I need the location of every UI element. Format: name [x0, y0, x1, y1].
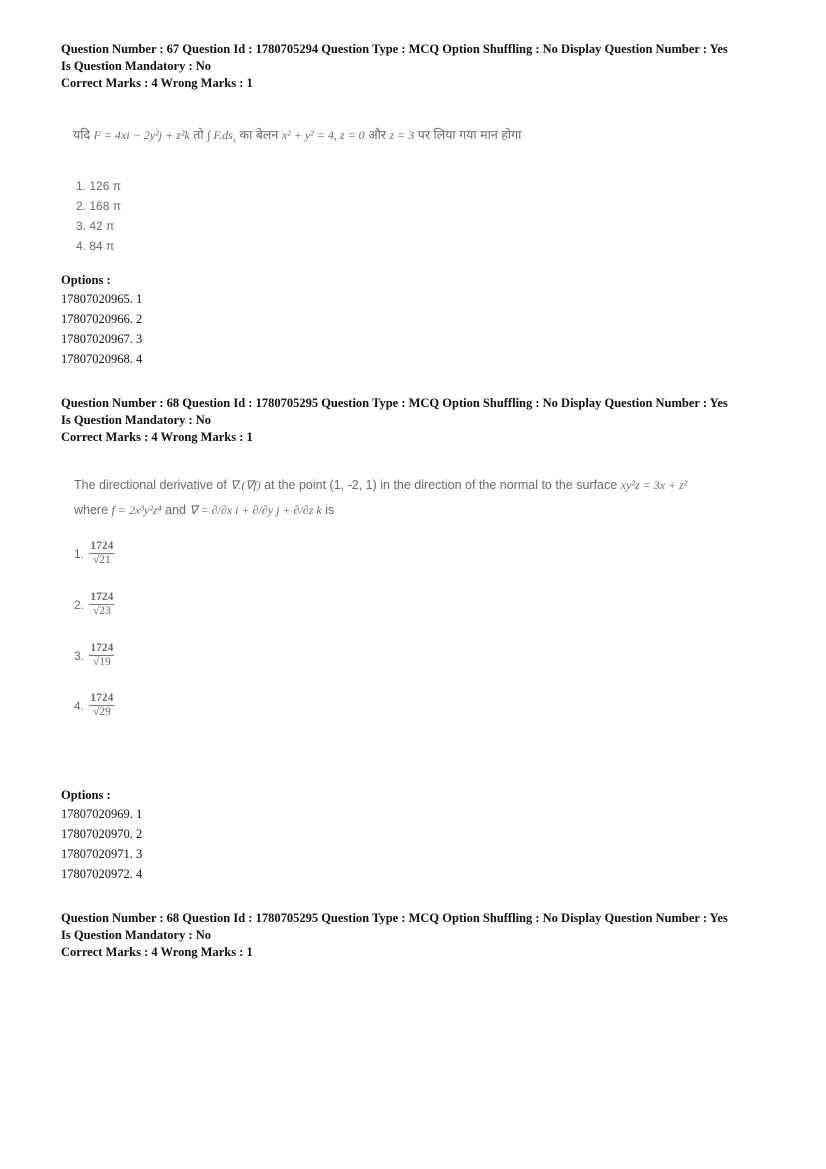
options-label: Options :: [61, 788, 111, 802]
question-69-header: [61, 910, 781, 961]
option-row: 17807020971. 3: [61, 847, 143, 861]
choice-3: 3. 42 π: [76, 219, 115, 234]
question-67-choices: [76, 176, 693, 256]
question-68-text-line2: where f = 2x³y²z⁴ and ∇ = ∂/∂x i + ∂/∂y j + ∂/∂z k is: [74, 503, 335, 517]
question-67-mandatory: Is Question Mandatory : No: [61, 59, 212, 73]
options-label: Options :: [61, 273, 111, 287]
question-68-text-line1: The directional derivative of ∇.(∇f) at the point (1, -2, 1) in the direction of the normal to the surface xy²z = 3x + z²: [74, 478, 688, 492]
question-68-meta-line1: Question Number : 68 Question Id : 1780705295 Question Type : MCQ Option Shuffling : No Display Question Number : Yes: [61, 396, 728, 410]
question-67-marks: Correct Marks : 4 Wrong Marks : 1: [61, 76, 253, 90]
fraction: $\frac{1724}{√19}$: [90, 642, 114, 668]
choice-2: 2. 168 π: [76, 199, 121, 214]
option-row: 17807020972. 4: [61, 867, 143, 881]
option-row: 17807020968. 4: [61, 352, 143, 366]
fraction: $\frac{1724}{√23}$: [90, 591, 114, 617]
question-68-mandatory: Is Question Mandatory : No: [61, 413, 212, 427]
question-68-header: [61, 395, 781, 446]
question-67-options: [61, 272, 781, 369]
choice-4: 4. $\frac{1724}{√29}$: [74, 692, 114, 718]
question-67-meta-line1: Question Number : 67 Question Id : 1780705294 Question Type : MCQ Option Shuffling : No Display Question Number : Yes: [61, 42, 728, 56]
question-68-image: [74, 476, 774, 736]
option-row: 17807020965. 1: [61, 292, 143, 306]
question-69-mandatory: Is Question Mandatory : No: [61, 928, 212, 942]
option-row: 17807020966. 2: [61, 312, 143, 326]
fraction: $\frac{1724}{√29}$: [90, 692, 114, 718]
choice-2: 2. $\frac{1724}{√23}$: [74, 591, 114, 617]
option-row: 17807020969. 1: [61, 807, 143, 821]
fraction: $\frac{1724}{√21}$: [90, 540, 114, 566]
choice-1: 1. 126 π: [76, 179, 121, 194]
question-67-header: [61, 41, 781, 92]
choice-3: 3. $\frac{1724}{√19}$: [74, 642, 114, 668]
choice-4: 4. 84 π: [76, 239, 115, 254]
question-67-image: [73, 126, 693, 256]
question-69-marks: Correct Marks : 4 Wrong Marks : 1: [61, 945, 253, 959]
question-68-options: [61, 787, 781, 884]
option-row: 17807020967. 3: [61, 332, 143, 346]
question-67-text: यदि F = 4xi − 2y²j + z²k तो ∫ $F.ds_s$ का बेलन x² + y² = 4, z = 0 और z = 3 पर लिया गया मान होगा: [73, 128, 522, 145]
choice-1: 1. $\frac{1724}{√21}$: [74, 540, 114, 566]
option-row: 17807020970. 2: [61, 827, 143, 841]
question-68-marks: Correct Marks : 4 Wrong Marks : 1: [61, 430, 253, 444]
question-69-meta-line1: Question Number : 68 Question Id : 1780705295 Question Type : MCQ Option Shuffling : No Display Question Number : Yes: [61, 911, 728, 925]
